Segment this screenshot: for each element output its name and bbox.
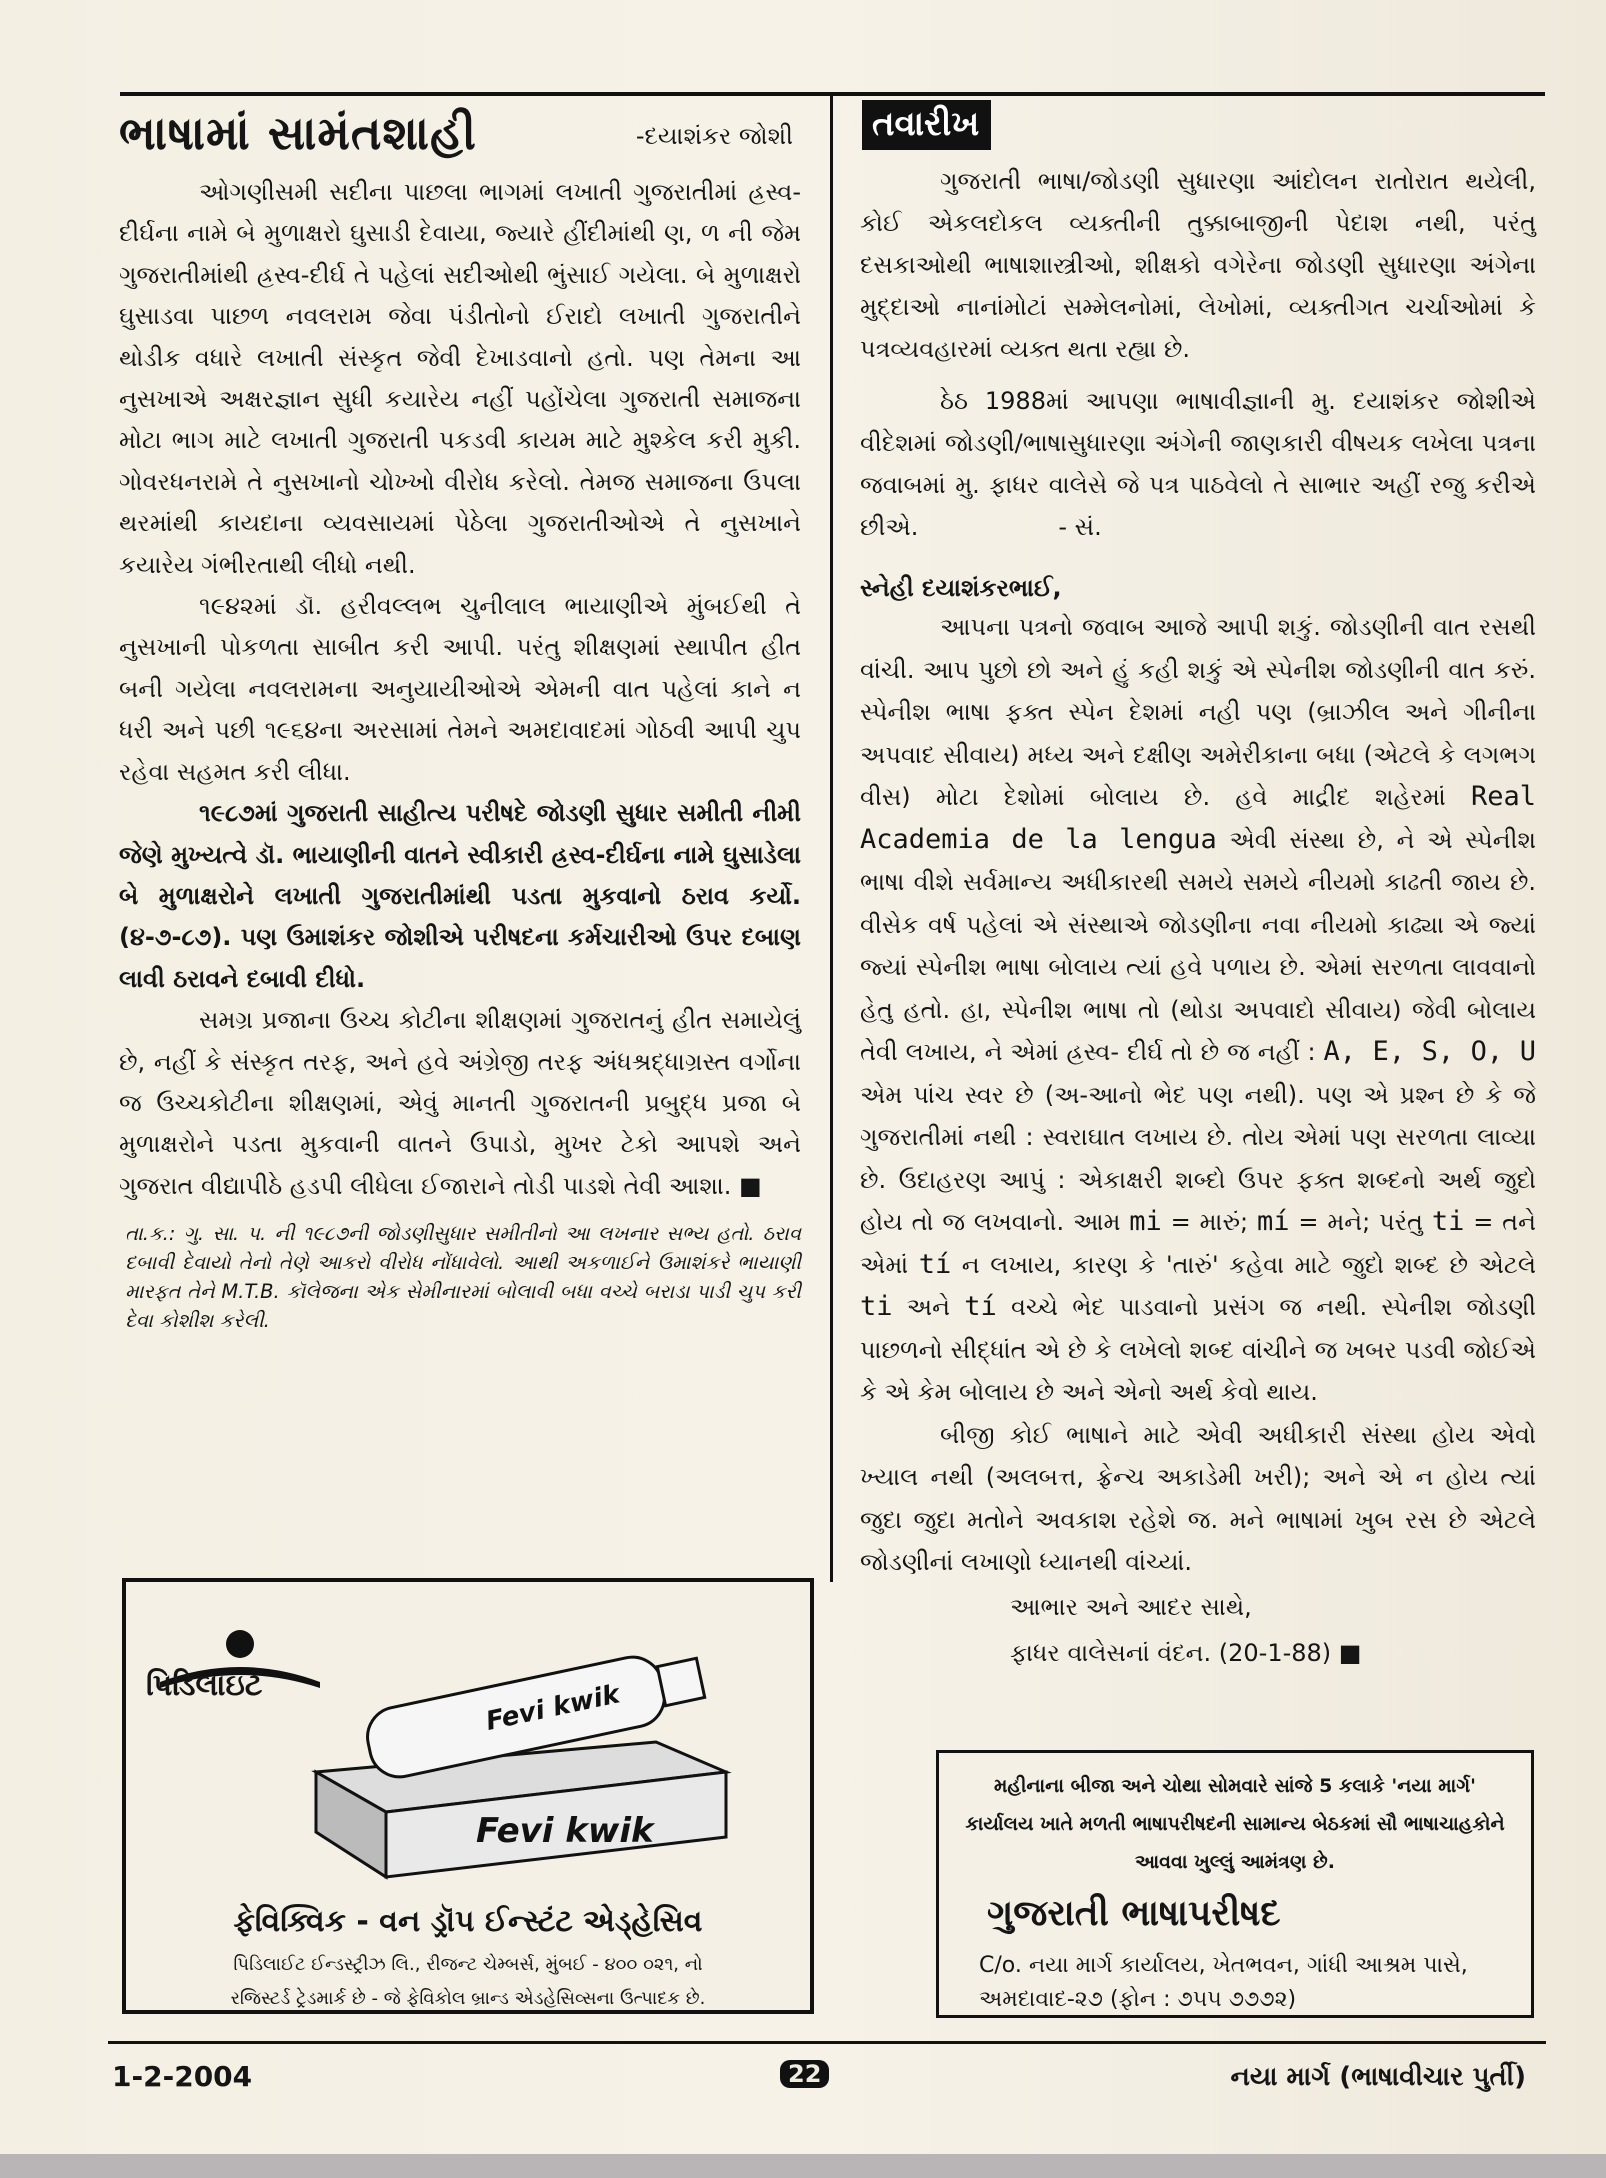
letter-paragraph-1 (860, 606, 1536, 1414)
letter-text-h: અને (906, 1293, 950, 1321)
left-paragraph-2: ૧૯૪૨માં ડૉ. હરીવલ્લભ ચુનીલાલ ભાયાણીએ મુંબઈથી તે નુસખાની પોકળતા સાબીત કરી આપી. પરંતુ શીક્ષણમાં સ્થાપીત હીત બની ગયેલા નવલરામના અનુયાયીઓએ એમની વાત પહેલાં કાને ન ધરી અને પછી ૧૯૬૪ના અરસામાં તેમને અમદાવાદમાં ગોઠવી આપી ચુપ રહેવા સહમત કરી લીધા. (119, 592, 801, 786)
brand-name: પિડિલાઇટ (146, 1668, 263, 1703)
column-divider (830, 92, 833, 1582)
left-article-header (115, 100, 815, 172)
example-word-6: tí (964, 1291, 997, 1322)
left-paragraph-1: ઓગણીસમી સદીના પાછલા ભાગમાં લખાતી ગુજરાતીમાં હ્રસ્વ-દીર્ઘના નામે બે મુળાક્ષરો ઘુસાડી દેવાયા, જ્યારે હીંદીમાંથી ણ, ળ ની જેમ ગુજરાતીમાંથી હ્રસ્વ-દીર્ઘ તે પહેલાં સદીઓથી ભુંસાઈ ગયેલા. બે મુળાક્ષરો ઘુસાડવા પાછળ નવલરામ જેવા પંડીતોનો ઈરાદો લખાતી ગુજરાતીને થોડીક વધારે લખાતી સંસ્કૃત જેવી દેખાડવાનો હતો. પણ તેમના આ નુસખાએ અક્ષરજ્ઞાન સુધી કયારેય નહીં પહોંચેલા ગુજરાતી સમાજના મોટા ભાગ માટે લખાતી ગુજરાતી પકડવી કાયમ માટે મુશ્કેલ કરી મુકી. ગોવરધનરામે તે નુસખાનો ચોખ્ખો વીરોધ કરેલો. તેમજ સમાજના ઉપલા થરમાંથી કાયદાના વ્યવસાયમાં પેઠેલા ગુજરાતીઓએ તે નુસખાને કયારેય ગંભીરતાથી લીધો નથી. (119, 178, 801, 579)
page-number: 22 (780, 2060, 829, 2088)
footer-date: 1-2-2004 (112, 2060, 253, 2093)
meeting-notice (936, 1750, 1534, 2018)
left-article-author: -દયાશંકર જોશી (635, 122, 793, 150)
vowel-list: A, E, S, O, U (1323, 1036, 1536, 1067)
intro-signature: - સં. (1058, 513, 1102, 541)
example-word-4: tí (918, 1248, 952, 1280)
tube-label: Fevi kwik (483, 1679, 623, 1737)
notice-address: C/o. નયા માર્ગ કાર્યાલય, ખેતભવન, ગાંધી આશ્રમ પાસે, અમદાવાદ-૨૭ (ફોન : ૭૫૫ ૭૭૭૨) (979, 1953, 1468, 2012)
left-article-footnote: તા.ક.: ગુ. સા. પ. ની ૧૯૮૭ની જોડણીસુધાર સમીતીનો આ લખનાર સભ્ય હતો. ઠરાવ દબાવી દેવાયો તેનો તેણે આકરો વીરોધ નોંધાવેલો. આથી અકળાઈને ઉમાશંકરે ભાયાણી મારફત તેને M.T.B. કૉલેજના એક સેમીનારમાં બોલાવી બધા વચ્ચે બરાડા પાડી ચુપ કરી દેવા કોશીશ કરેલી. (125, 1222, 801, 1333)
left-paragraph-4: સમગ્ર પ્રજાના ઉચ્ચ કોટીના શીક્ષણમાં ગુજરાતનું હીત સમાયેલું છે, નહીં કે સંસ્કૃત તરફ, અને હવે અંગ્રેજી તરફ અંધશ્રદ્ધાગ્રસ્ત વર્ગોના જ ઉચ્ચકોટીના શીક્ષણમાં, એવું માનતી ગુજરાતની પ્રબુદ્ધ પ્રજા બે મુળાક્ષરોને પડતા મુકવાની વાતને ઉપાડો, મુખર ટેકો આપશે અને ગુજરાત વીદ્યાપીઠે હડપી લીધેલા ઈજારાને તોડી પાડશે તેવી આશા. ■ (119, 1006, 801, 1200)
notice-text: મહીનાના બીજા અને ચોથા સોમવારે સાંજે 5 કલાકે 'નયા માર્ગ' કાર્યાલય ખાતે મળતી ભાષાપરીષદની સામાન્ય બેઠકમાં સૌ ભાષાચાહકોને આવવા ખુલ્લું આમંત્રણ છે. (965, 1775, 1505, 1873)
example-word-3: ti (1431, 1206, 1465, 1237)
company-line-2: રજિસ્ટર્ડ ટ્રેડમાર્ક છે - જે ફેવિકોલ બ્રાન્ડ એડહેસિવ્સના ઉત્પાદક છે. (230, 1988, 706, 2009)
left-article-title: ભાષામાં સામંતશાહી (119, 106, 477, 160)
left-paragraph-3: ૧૯૮૭માં ગુજરાતી સાહીત્ય પરીષદે જોડણી સુધાર સમીતી નીમી જેણે મુખ્યત્વે ડૉ. ભાયાણીની વાતને સ્વીકારી હ્રસ્વ-દીર્ઘના નામે ઘુસાડેલા બે મુળાક્ષરોને લખાતી ગુજરાતીમાંથી પડતા મુકવાનો ઠરાવ કર્યો. (૪-૭-૮૭). પણ ઉમાશંકર જોશીએ પરીષદના કર્મચારીઓ ઉપર દબાણ લાવી ઠરાવને દબાવી દીધો. (119, 799, 801, 993)
ad-tagline: ફેવિક્વિક - વન ડ્રૉપ ઈન્સ્ટંટ એડ્હેસિવ (233, 1904, 703, 1939)
letter-text-e: = મને; પરંતુ (1298, 1208, 1423, 1236)
letter-text-g: ન લખાય, કારણ કે 'તારું' કહેવા માટે જુદો શબ્દ છે એટલે (961, 1250, 1536, 1279)
letter-text-b: એવી સંસ્થા છે, ને એ સ્પેનીશ ભાષા વીશે સર્વમાન્ય અધીકારથી સમયે સમયે નીયમો કાઢતી જાય છે. વીસેક વર્ષ પહેલાં એ સંસ્થાએ જોડણીના નવા નીયમો કાઢ્યા એ જ્યાં જ્યાં સ્પેનીશ ભાષા બોલાય ત્યાં હવે પળાય છે. એમાં સરળતા લાવવાનો હેતુ હતો. હા, સ્પેનીશ ભાષા તો (થોડા અપવાદો સીવાય) જેવી બોલાય તેવી લખાય, ને એમાં હ્રસ્વ- દીર્ઘ તો છે જ નહીં : (860, 825, 1536, 1066)
letter-closing (1010, 1584, 1540, 1676)
intro-paragraph-1: ગુજરાતી ભાષા/જોડણી સુધારણા આંદોલન રાતોરાત થયેલી, કોઈ એકલદોકલ વ્યક્તીની તુક્કાબાજીની પેદાશ નથી, પરંતુ દસકાઓથી ભાષાશાસ્ત્રીઓ, શીક્ષકો વગેરેના જોડણી સુધારણા અંગેના મુદ્દાઓ નાનાંમોટાં સમ્મેલનોમાં, લેખોમાં, વ્યક્તીગત ચર્ચાઓમાં કે પત્રવ્યવહારમાં વ્યક્ત થતા રહ્યા છે. (860, 167, 1536, 363)
academy-name: Real Academia de la lengua (860, 781, 1536, 855)
left-article-body (119, 172, 801, 1207)
section-tag: તવારીખ (862, 100, 991, 150)
example-word-2: mí (1256, 1206, 1290, 1237)
right-article (860, 100, 1540, 1676)
letter-body (860, 606, 1536, 1584)
closing-line-1: આભાર અને આદર સાથે, (1010, 1592, 1252, 1621)
ad-company-info (146, 1948, 790, 2016)
bottom-rule (108, 2041, 1546, 2044)
intro-paragraph-2-text: ઠેઠ 1988માં આપણા ભાષાવીજ્ઞાની મુ. દયાશંકર જોશીએ વીદેશમાં જોડણી/ભાષાસુધારણા અંગેની જાણકારી વીષયક લખેલા પત્રના જવાબમાં મુ. ફાધર વાલેસે જે પત્ર પાઠવેલો તે સાભાર અહીં રજુ કરીએ છીએ. (860, 387, 1536, 541)
scan-edge (0, 2154, 1606, 2178)
intro-paragraph-2 (860, 380, 1536, 548)
example-word-5: ti (860, 1291, 893, 1322)
left-article (115, 100, 815, 1335)
notice-org-name: ગુજરાતી ભાષાપરીષદ (987, 1893, 1281, 1934)
product-image (306, 1652, 746, 1882)
letter-paragraph-2: બીજી કોઈ ભાષાને માટે એવી અધીકારી સંસ્થા હોય એવો ખ્યાલ નથી (અલબત્ત, ફ્રેન્ચ અકાડેમી ખરી); અને એ ન હોય ત્યાં જુદા જુદા મતોને અવકાશ રહેશે જ. મને ભાષામાં ખુબ રસ છે એટલે જોડણીનાં લખાણો ધ્યાનથી વાંચ્યાં. (860, 1420, 1536, 1576)
letter-text-c: એમ પાંચ સ્વર છે (અ-આનો ભેદ પણ નથી). પણ એ પ્રશ્ન છે કે જે ગુજરાતીમાં નથી : સ્વરાઘાત લખાય છે. તોય એમાં પણ સરળતા લાવ્યા છે. ઉદાહરણ આપું : એકાક્ષરી શબ્દો ઉપર ફક્ત શબ્દનો અર્થ જુદો હોય તો જ લખવાનો. આમ (860, 1080, 1536, 1236)
box-label: Fevi kwik (476, 1811, 654, 1851)
publication-name: નયા માર્ગ (ભાષાવીચાર પુર્તી) (1230, 2062, 1526, 2092)
closing-line-2: ફાધર વાલેસનાં વંદન. (20-1-88) ■ (1010, 1638, 1362, 1667)
letter-text-a: આપના પત્રનો જવાબ આજે આપી શકું. જોડણીની વાત રસથી વાંચી. આપ પુછો છો અને હું કહી શકું એ સ્પેનીશ જોડણીની વાત કરું. સ્પેનીશ ભાષા ફક્ત સ્પેન દેશમાં નહી પણ (બ્રાઝીલ અને ગીનીના અપવાદ સીવાય) મધ્ય અને દક્ષીણ અમેરીકાના બધા (એટલે કે લગભગ વીસ) મોટા દેશોમાં બોલાય છે. હવે માદ્રીદ શહેરમાં (860, 613, 1536, 811)
letter-greeting: સ્નેહી દયાશંકરભાઈ, (860, 574, 1062, 602)
letter-text-d: = મારું; (1170, 1208, 1249, 1236)
letter-text-f: = તને એમાં (860, 1208, 1536, 1279)
letter-text-i: વચ્ચે ભેદ પાડવાનો પ્રસંગ જ નથી. સ્પેનીશ જોડણી પાછળનો સીદ્ધાંત એ છે કે લખેલો શબ્દ વાંચીને જ ખબર પડવી જોઈએ કે એ કેમ બોલાય છે અને એનો અર્થ કેવો થાય. (860, 1293, 1537, 1406)
company-line-1: પિડિલાઈટ ઈન્ડસ્ટ્રીઝ લિ., રીજન્ટ ચેમ્બર્સ, મુંબઈ - ૪૦૦ ૦૨૧, નો (233, 1954, 703, 1975)
right-article-intro (860, 160, 1536, 548)
fevikwik-advertisement (122, 1578, 814, 2014)
example-word-1: mi (1129, 1206, 1162, 1237)
